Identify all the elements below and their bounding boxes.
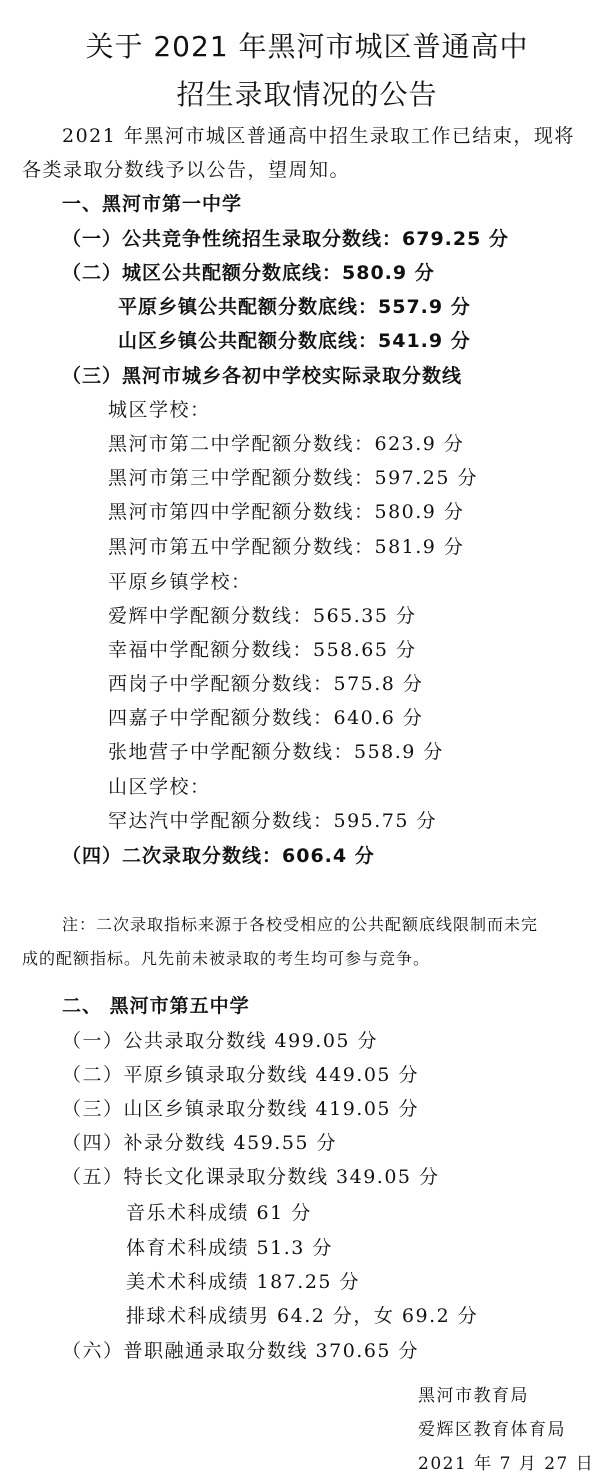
school1-item-4: （四）二次录取分数线：606.4 分 [62,845,375,867]
school2-heading: 二、 黑河市第五中学 [62,995,250,1017]
arts-score-line: 排球术科成绩男 64.2 分，女 69.2 分 [126,1305,479,1327]
plain-school-line: 幸福中学配额分数线：558.65 分 [108,639,417,661]
plain-schools-label: 平原乡镇学校： [108,571,252,593]
school2-item-6: （六）普职融通录取分数线 370.65 分 [62,1340,420,1362]
title-line-1: 关于 2021 年黑河市城区普通高中 [85,30,529,63]
urban-school-line: 黑河市第四中学配额分数线：580.9 分 [108,501,465,523]
arts-score-line: 体育术科成绩 51.3 分 [126,1237,333,1259]
school2-item: （五）特长文化课录取分数线 349.05 分 [62,1166,440,1188]
school1-item-2: （二）城区公共配额分数底线：580.9 分 [62,262,435,284]
mountain-school-line: 罕达汽中学配额分数线：595.75 分 [108,810,438,832]
plain-school-line: 四嘉子中学配额分数线：640.6 分 [108,707,424,729]
signature-org-2: 爱辉区教育体育局 [418,1420,566,1440]
plain-school-line: 西岗子中学配额分数线：575.8 分 [108,673,424,695]
note-line-2: 成的配额指标。凡先前未被录取的考生均可参与竞争。 [22,949,431,968]
arts-score-line: 音乐术科成绩 61 分 [126,1202,312,1224]
intro-line-2: 各类录取分数线予以公告，望周知。 [22,159,351,181]
school2-item: （四）补录分数线 459.55 分 [62,1132,338,1154]
school2-item: （三）山区乡镇录取分数线 419.05 分 [62,1098,420,1120]
arts-score-line: 美术术科成绩 187.25 分 [126,1271,361,1293]
mountain-schools-label: 山区学校： [108,776,211,798]
school1-item-2b: 平原乡镇公共配额分数底线：557.9 分 [118,296,471,318]
note-line-1: 注：二次录取指标来源于各校受相应的公共配额底线限制而未完 [62,915,539,934]
plain-school-line: 张地营子中学配额分数线：558.9 分 [108,741,444,763]
urban-schools-label: 城区学校： [108,399,211,421]
school1-item-2c: 山区乡镇公共配额分数底线：541.9 分 [118,330,471,352]
school1-heading: 一、黑河市第一中学 [62,193,243,215]
plain-school-line: 爱辉中学配额分数线：565.35 分 [108,605,417,627]
intro-line-1: 2021 年黑河市城区普通高中招生录取工作已结束，现将 [62,125,575,147]
signature-date: 2021 年 7 月 27 日 [418,1454,595,1474]
title-line-2: 招生录取情况的公告 [176,78,438,111]
school1-item-3: （三）黑河市城乡各初中学校实际录取分数线 [62,365,463,387]
signature-org-1: 黑河市教育局 [418,1386,529,1406]
urban-school-line: 黑河市第二中学配额分数线：623.9 分 [108,433,465,455]
school1-item-1: （一）公共竞争性统招生录取分数线：679.25 分 [62,228,509,250]
school2-item: （二）平原乡镇录取分数线 449.05 分 [62,1064,420,1086]
urban-school-line: 黑河市第三中学配额分数线：597.25 分 [108,467,479,489]
urban-school-line: 黑河市第五中学配额分数线：581.9 分 [108,536,465,558]
school2-item: （一）公共录取分数线 499.05 分 [62,1030,379,1052]
